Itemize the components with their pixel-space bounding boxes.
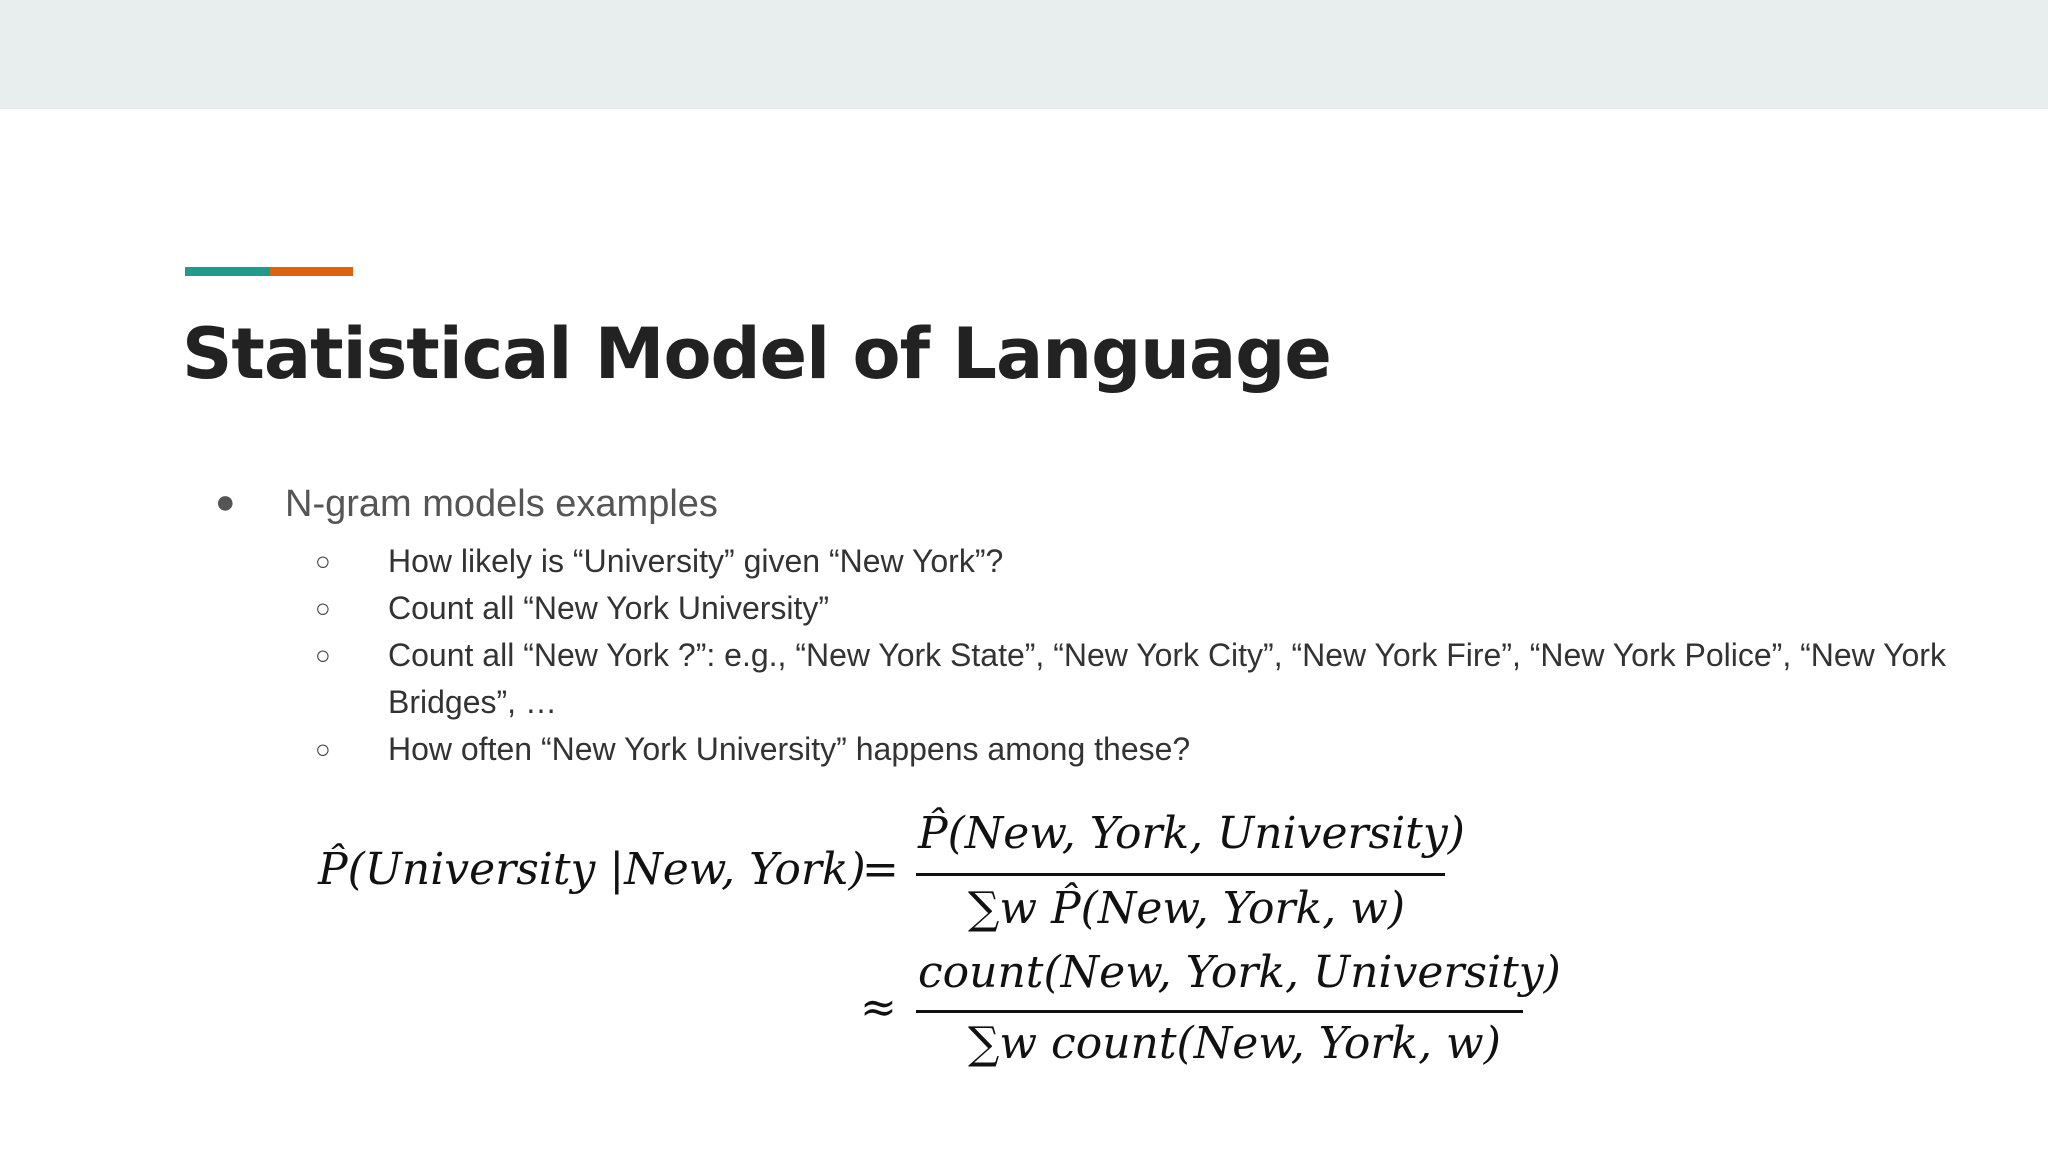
formula-numerator-1: P̂(New, York, University) (918, 808, 1465, 859)
formula-equals: = (862, 844, 899, 895)
accent-bar-orange (270, 267, 353, 276)
sub-bullet-text: How often “New York University” happens among these? (388, 731, 1191, 767)
sub-bullet-2 (315, 585, 1965, 632)
sub-bullet-3 (315, 632, 1965, 726)
bullet-dot-icon: ● (215, 483, 236, 521)
sub-bullet-4 (315, 726, 1965, 773)
formula-approx: ≈ (860, 982, 897, 1033)
sub-bullet-text: Count all “New York University” (388, 590, 830, 626)
accent-bar-teal (185, 267, 270, 276)
bullet-ring-icon: ○ (315, 546, 331, 576)
bullet-ring-icon: ○ (315, 734, 331, 764)
sub-bullet-text: Count all “New York ?”: e.g., “New York State”, “New York City”, “New York Fire”, “New York Police”, “New York Bridges”, … (388, 637, 1946, 720)
formula-lhs: P̂(University |New, York) (318, 844, 866, 895)
formula-numerator-2: count(New, York, University) (918, 947, 1561, 998)
sub-bullet-text: How likely is “University” given “New York”? (388, 543, 1004, 579)
formula-denominator-1: ∑w P̂(New, York, w) (968, 883, 1405, 934)
sub-bullet-1 (315, 538, 1965, 585)
bullet-ring-icon: ○ (315, 640, 331, 670)
slide-title: Statistical Model of Language (182, 313, 1331, 395)
bullet-ring-icon: ○ (315, 593, 331, 623)
formula-denominator-2: ∑w count(New, York, w) (968, 1018, 1501, 1069)
fraction-bar-1 (916, 873, 1445, 876)
header-band (0, 0, 2048, 109)
fraction-bar-2 (916, 1010, 1523, 1013)
bullet-main-text: N-gram models examples (285, 483, 718, 525)
